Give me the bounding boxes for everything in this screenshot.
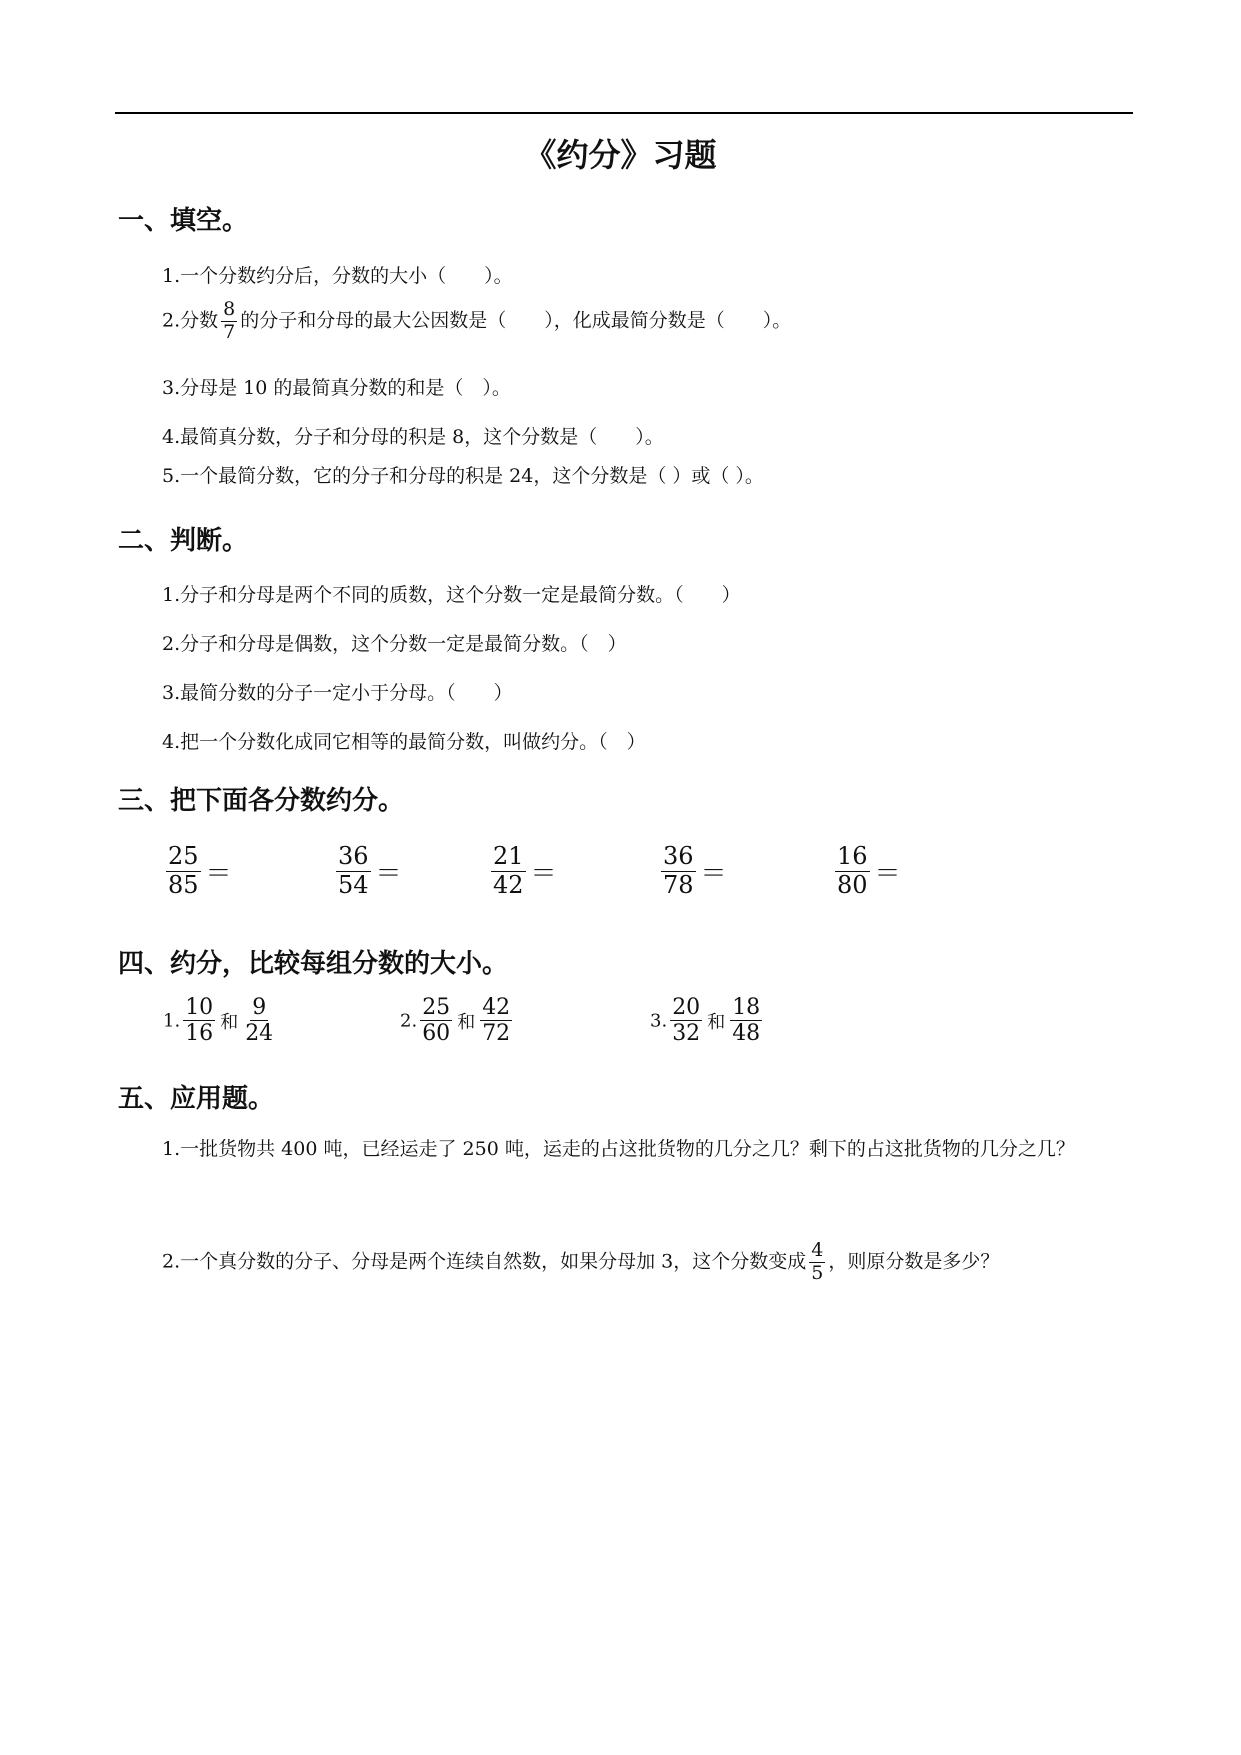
fraction-denominator: 7: [223, 320, 236, 343]
fraction: [809, 1240, 825, 1285]
fraction-numerator: 18: [732, 995, 761, 1020]
fraction-numerator: 10: [185, 995, 214, 1020]
compare-group-2: [400, 995, 515, 1047]
compare-group-1: [163, 995, 278, 1047]
equals-sign: ＝: [205, 858, 232, 889]
equals-sign: ＝: [530, 858, 557, 889]
fraction-denominator: 5: [811, 1261, 824, 1284]
and-word: 和: [220, 1011, 239, 1033]
fraction-denominator: 80: [837, 870, 868, 899]
fraction-numerator: 25: [422, 995, 451, 1020]
reduce-item-3: [488, 843, 557, 899]
fraction: [420, 995, 452, 1047]
s1-question-4: 4.最简真分数，分子和分母的积是 8，这个分数是（ ）。: [162, 426, 664, 448]
fraction-denominator: 60: [422, 1021, 451, 1047]
s5-q2-post: ，则原分数是多少？: [828, 1250, 1000, 1273]
fraction-denominator: 48: [732, 1021, 761, 1047]
reduce-item-5: [832, 843, 901, 899]
fraction: [480, 995, 512, 1047]
reduce-item-4: [658, 843, 727, 899]
fraction: [491, 843, 526, 899]
reduce-item-1: [163, 843, 232, 899]
s2-question-4: 4.把一个分数化成同它相等的最简分数，叫做约分。（ ）: [162, 731, 646, 753]
s5-question-1: 1.一批货物共 400 吨，已经运走了 250 吨，运走的占这批货物的几分之几？剩下的占这批货物的几分之几？: [162, 1138, 1075, 1160]
s2-question-2: 2.分子和分母是偶数，这个分数一定是最简分数。（ ）: [162, 633, 627, 655]
fraction-denominator: 16: [185, 1021, 214, 1047]
fraction-numerator: 25: [168, 842, 199, 870]
s1-question-2: [162, 299, 791, 344]
and-word: 和: [457, 1011, 476, 1033]
s5-q2-pre: 2.一个真分数的分子、分母是两个连续自然数，如果分母加 3，这个分数变成: [162, 1250, 807, 1273]
fraction-denominator: 24: [245, 1021, 274, 1047]
fraction: [336, 843, 371, 899]
equals-sign: ＝: [700, 858, 727, 889]
section-2-heading: 二、判断。: [118, 526, 249, 556]
s1-question-5: 5.一个最简分数，它的分子和分母的积是 24，这个分数是（ ）或（ ）。: [162, 465, 764, 487]
fraction-numerator: 36: [338, 842, 369, 870]
fraction: [166, 843, 201, 899]
section-3-heading: 三、把下面各分数约分。: [118, 786, 405, 816]
equals-sign: ＝: [874, 858, 901, 889]
fraction-numerator: 42: [482, 995, 511, 1020]
equals-sign: ＝: [375, 858, 402, 889]
fraction: [243, 995, 275, 1047]
fraction-denominator: 42: [493, 870, 524, 899]
fraction-denominator: 54: [338, 870, 369, 899]
fraction-numerator: 9: [252, 995, 267, 1020]
s1-q2-post: 的分子和分母的最大公因数是（ ），化成最简分数是（ ）。: [240, 309, 792, 332]
fraction-denominator: 72: [482, 1021, 511, 1047]
s5-question-2: [162, 1240, 999, 1285]
fraction: [183, 995, 215, 1047]
s1-question-3: 3.分母是 10 的最简真分数的和是（ ）。: [162, 377, 511, 399]
page-title: 《约分》习题: [524, 136, 717, 174]
fraction-numerator: 8: [223, 298, 236, 320]
fraction-numerator: 36: [663, 842, 694, 870]
and-word: 和: [707, 1011, 726, 1033]
section-1-heading: 一、填空。: [118, 206, 249, 236]
reduce-item-2: [333, 843, 402, 899]
fraction: [221, 299, 237, 344]
fraction-numerator: 20: [672, 995, 701, 1020]
s1-q2-pre: 2.分数: [162, 309, 219, 332]
fraction-numerator: 4: [811, 1239, 824, 1261]
s1-question-1: 1.一个分数约分后，分数的大小（ ）。: [162, 265, 513, 287]
fraction-numerator: 16: [837, 842, 868, 870]
group-label: 2.: [400, 1010, 418, 1032]
fraction-denominator: 85: [168, 870, 199, 899]
fraction: [730, 995, 762, 1047]
group-label: 3.: [650, 1010, 668, 1032]
compare-group-3: [650, 995, 765, 1047]
fraction: [670, 995, 702, 1047]
fraction-denominator: 78: [663, 870, 694, 899]
fraction-numerator: 21: [493, 842, 524, 870]
fraction: [835, 843, 870, 899]
s2-question-1: 1.分子和分母是两个不同的质数，这个分数一定是最简分数。（ ）: [162, 584, 741, 606]
fraction-denominator: 32: [672, 1021, 701, 1047]
fraction: [661, 843, 696, 899]
group-label: 1.: [163, 1010, 181, 1032]
s2-question-3: 3.最简分数的分子一定小于分母。（ ）: [162, 682, 513, 704]
header-rule: [115, 112, 1133, 114]
section-4-heading: 四、约分，比较每组分数的大小。: [118, 949, 509, 979]
section-5-heading: 五、应用题。: [118, 1084, 275, 1114]
